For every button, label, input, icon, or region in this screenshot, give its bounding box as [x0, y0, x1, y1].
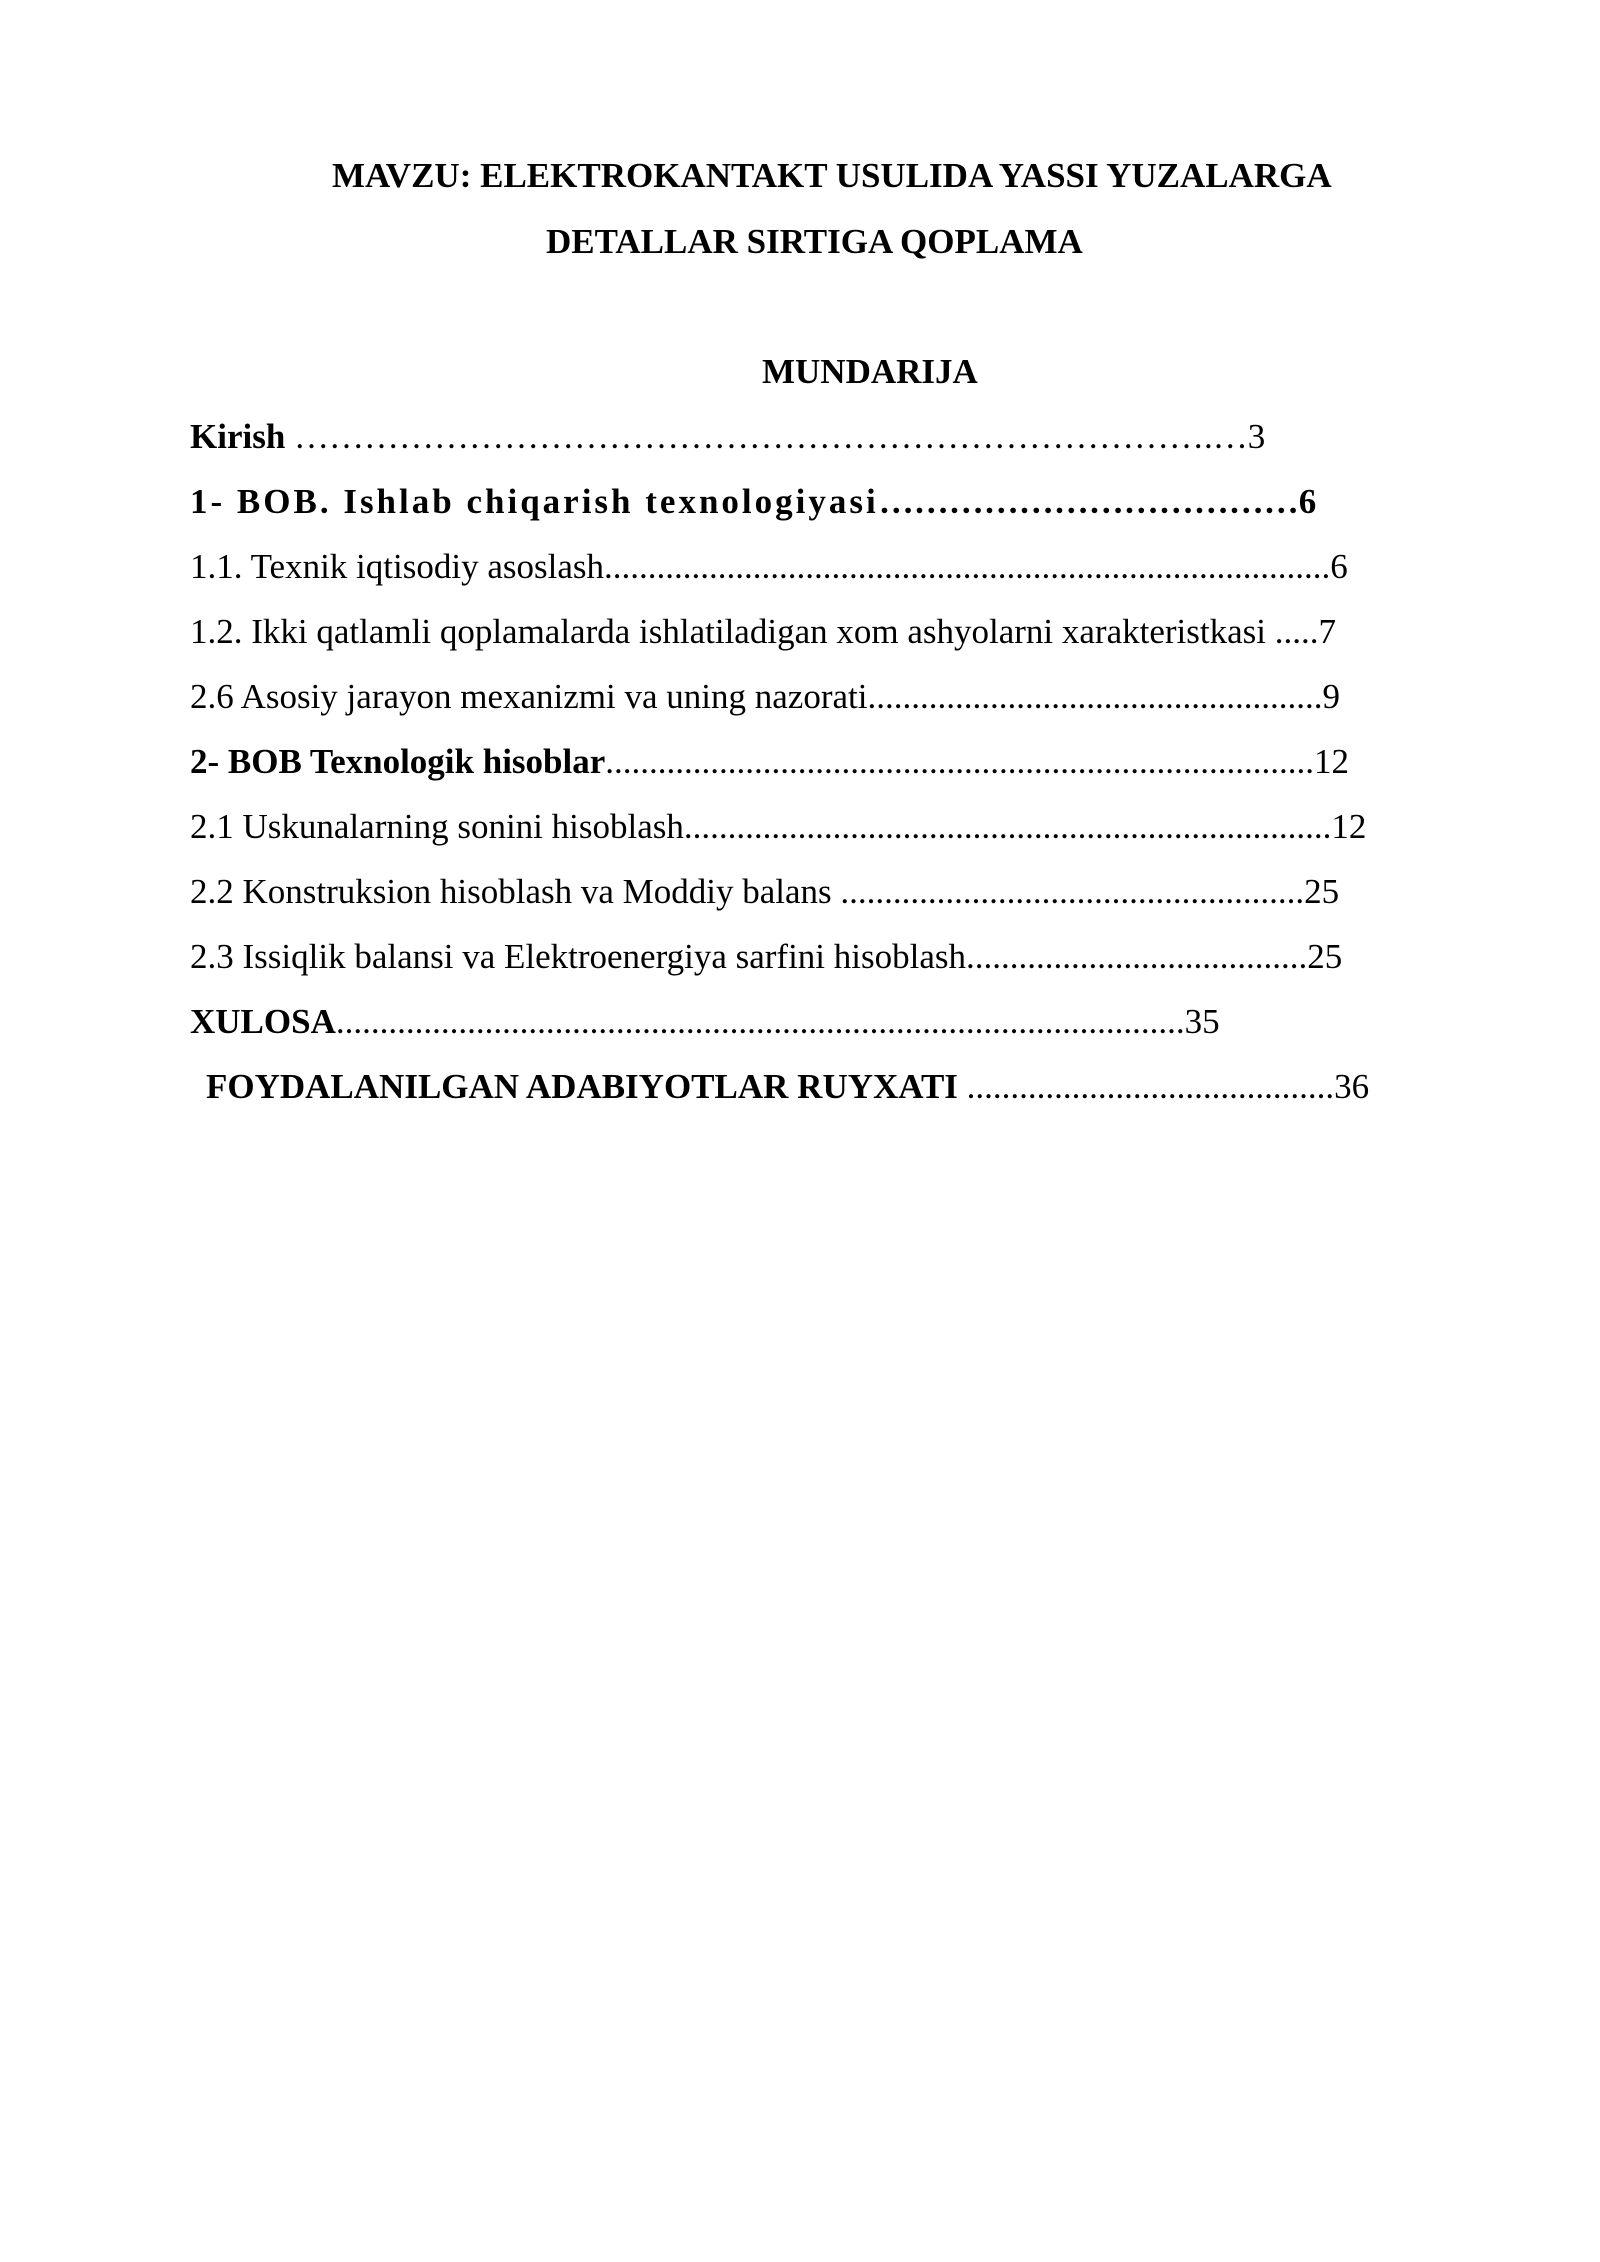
toc-entry-leader: ..................................................... — [840, 872, 1305, 911]
toc-entry-page: 3 — [1247, 417, 1266, 456]
toc-entry-page: 36 — [1334, 1067, 1370, 1106]
toc-entry-label: 2.1 Uskunalarning sonini hisoblash — [190, 807, 684, 846]
toc-entry-page: 25 — [1304, 872, 1340, 911]
toc-entry-leader: .......................................................................... — [683, 807, 1332, 846]
toc-entry-page: 12 — [1331, 807, 1367, 846]
toc-entry-label: 2.6 Asosiy jarayon mexanizmi va uning nazorati — [190, 677, 868, 716]
toc-entry-2-3 — [190, 939, 1342, 974]
document-title-line-2: DETALLAR SIRTIGA QOPLAMA — [546, 222, 1083, 261]
toc-entry-page: 25 — [1307, 937, 1343, 976]
toc-entry-leader: ..... — [1274, 612, 1319, 651]
toc-entry-label: 1- BOB. Ishlab chiqarish texnologiyasi — [190, 482, 879, 521]
toc-entry-label: 1.2. Ikki qatlamli qoplamalarda ishlatiladigan xom ashyolarni xarakteristkasi — [190, 612, 1275, 651]
toc-entry-xulosa — [190, 1004, 1220, 1039]
toc-entry-chapter-1 — [190, 484, 1316, 519]
toc-entry-leader: ................................................................................................. — [335, 1002, 1185, 1041]
toc-entry-leader: ……………………………… — [878, 482, 1299, 521]
toc-entry-page: 12 — [1314, 742, 1350, 781]
toc-entry-leader: …………………………………………………………………….… — [285, 417, 1248, 456]
toc-entry-2-6 — [190, 679, 1340, 714]
toc-entry-label: 2- BOB Texnologik hisoblar — [190, 742, 606, 781]
toc-entry-1-1 — [190, 549, 1348, 584]
toc-entry-label: FOYDALANILGAN ADABIYOTLAR RUYXATI — [206, 1067, 958, 1106]
toc-entry-label: Kirish — [190, 417, 286, 456]
toc-entry-leader: .......................................... — [957, 1067, 1335, 1106]
toc-entry-1-2 — [190, 614, 1336, 649]
toc-entry-2-1 — [190, 809, 1366, 844]
toc-entry-leader: ....................................... — [966, 937, 1308, 976]
toc-entry-page: 7 — [1318, 612, 1336, 651]
toc-heading: MUNDARIJA — [762, 352, 978, 391]
toc-entry-page: 6 — [1330, 547, 1348, 586]
toc-entry-leader: ................................................................................... — [603, 547, 1331, 586]
toc-entry-label: XULOSA — [190, 1002, 336, 1041]
toc-entry-page: 6 — [1298, 482, 1317, 521]
toc-entry-chapter-2 — [190, 744, 1349, 779]
toc-entry-kirish — [190, 419, 1265, 454]
toc-entry-label: 2.3 Issiqlik balansi va Elektroenergiya sarfini hisoblash — [190, 937, 966, 976]
toc-entry-page: 35 — [1184, 1002, 1220, 1041]
toc-entry-leader: .................................................... — [867, 677, 1323, 716]
document-title-line-1: MAVZU: ELEKTROKANTAKT USULIDA YASSI YUZALARGA — [332, 156, 1332, 195]
toc-entry-references — [206, 1069, 1369, 1104]
toc-entry-page: 9 — [1322, 677, 1340, 716]
toc-entry-2-2 — [190, 874, 1339, 909]
toc-entry-label: 2.2 Konstruksion hisoblash va Moddiy balans — [190, 872, 841, 911]
toc-entry-label: 1.1. Texnik iqtisodiy asoslash — [190, 547, 604, 586]
toc-entry-leader: ................................................................................. — [605, 742, 1315, 781]
